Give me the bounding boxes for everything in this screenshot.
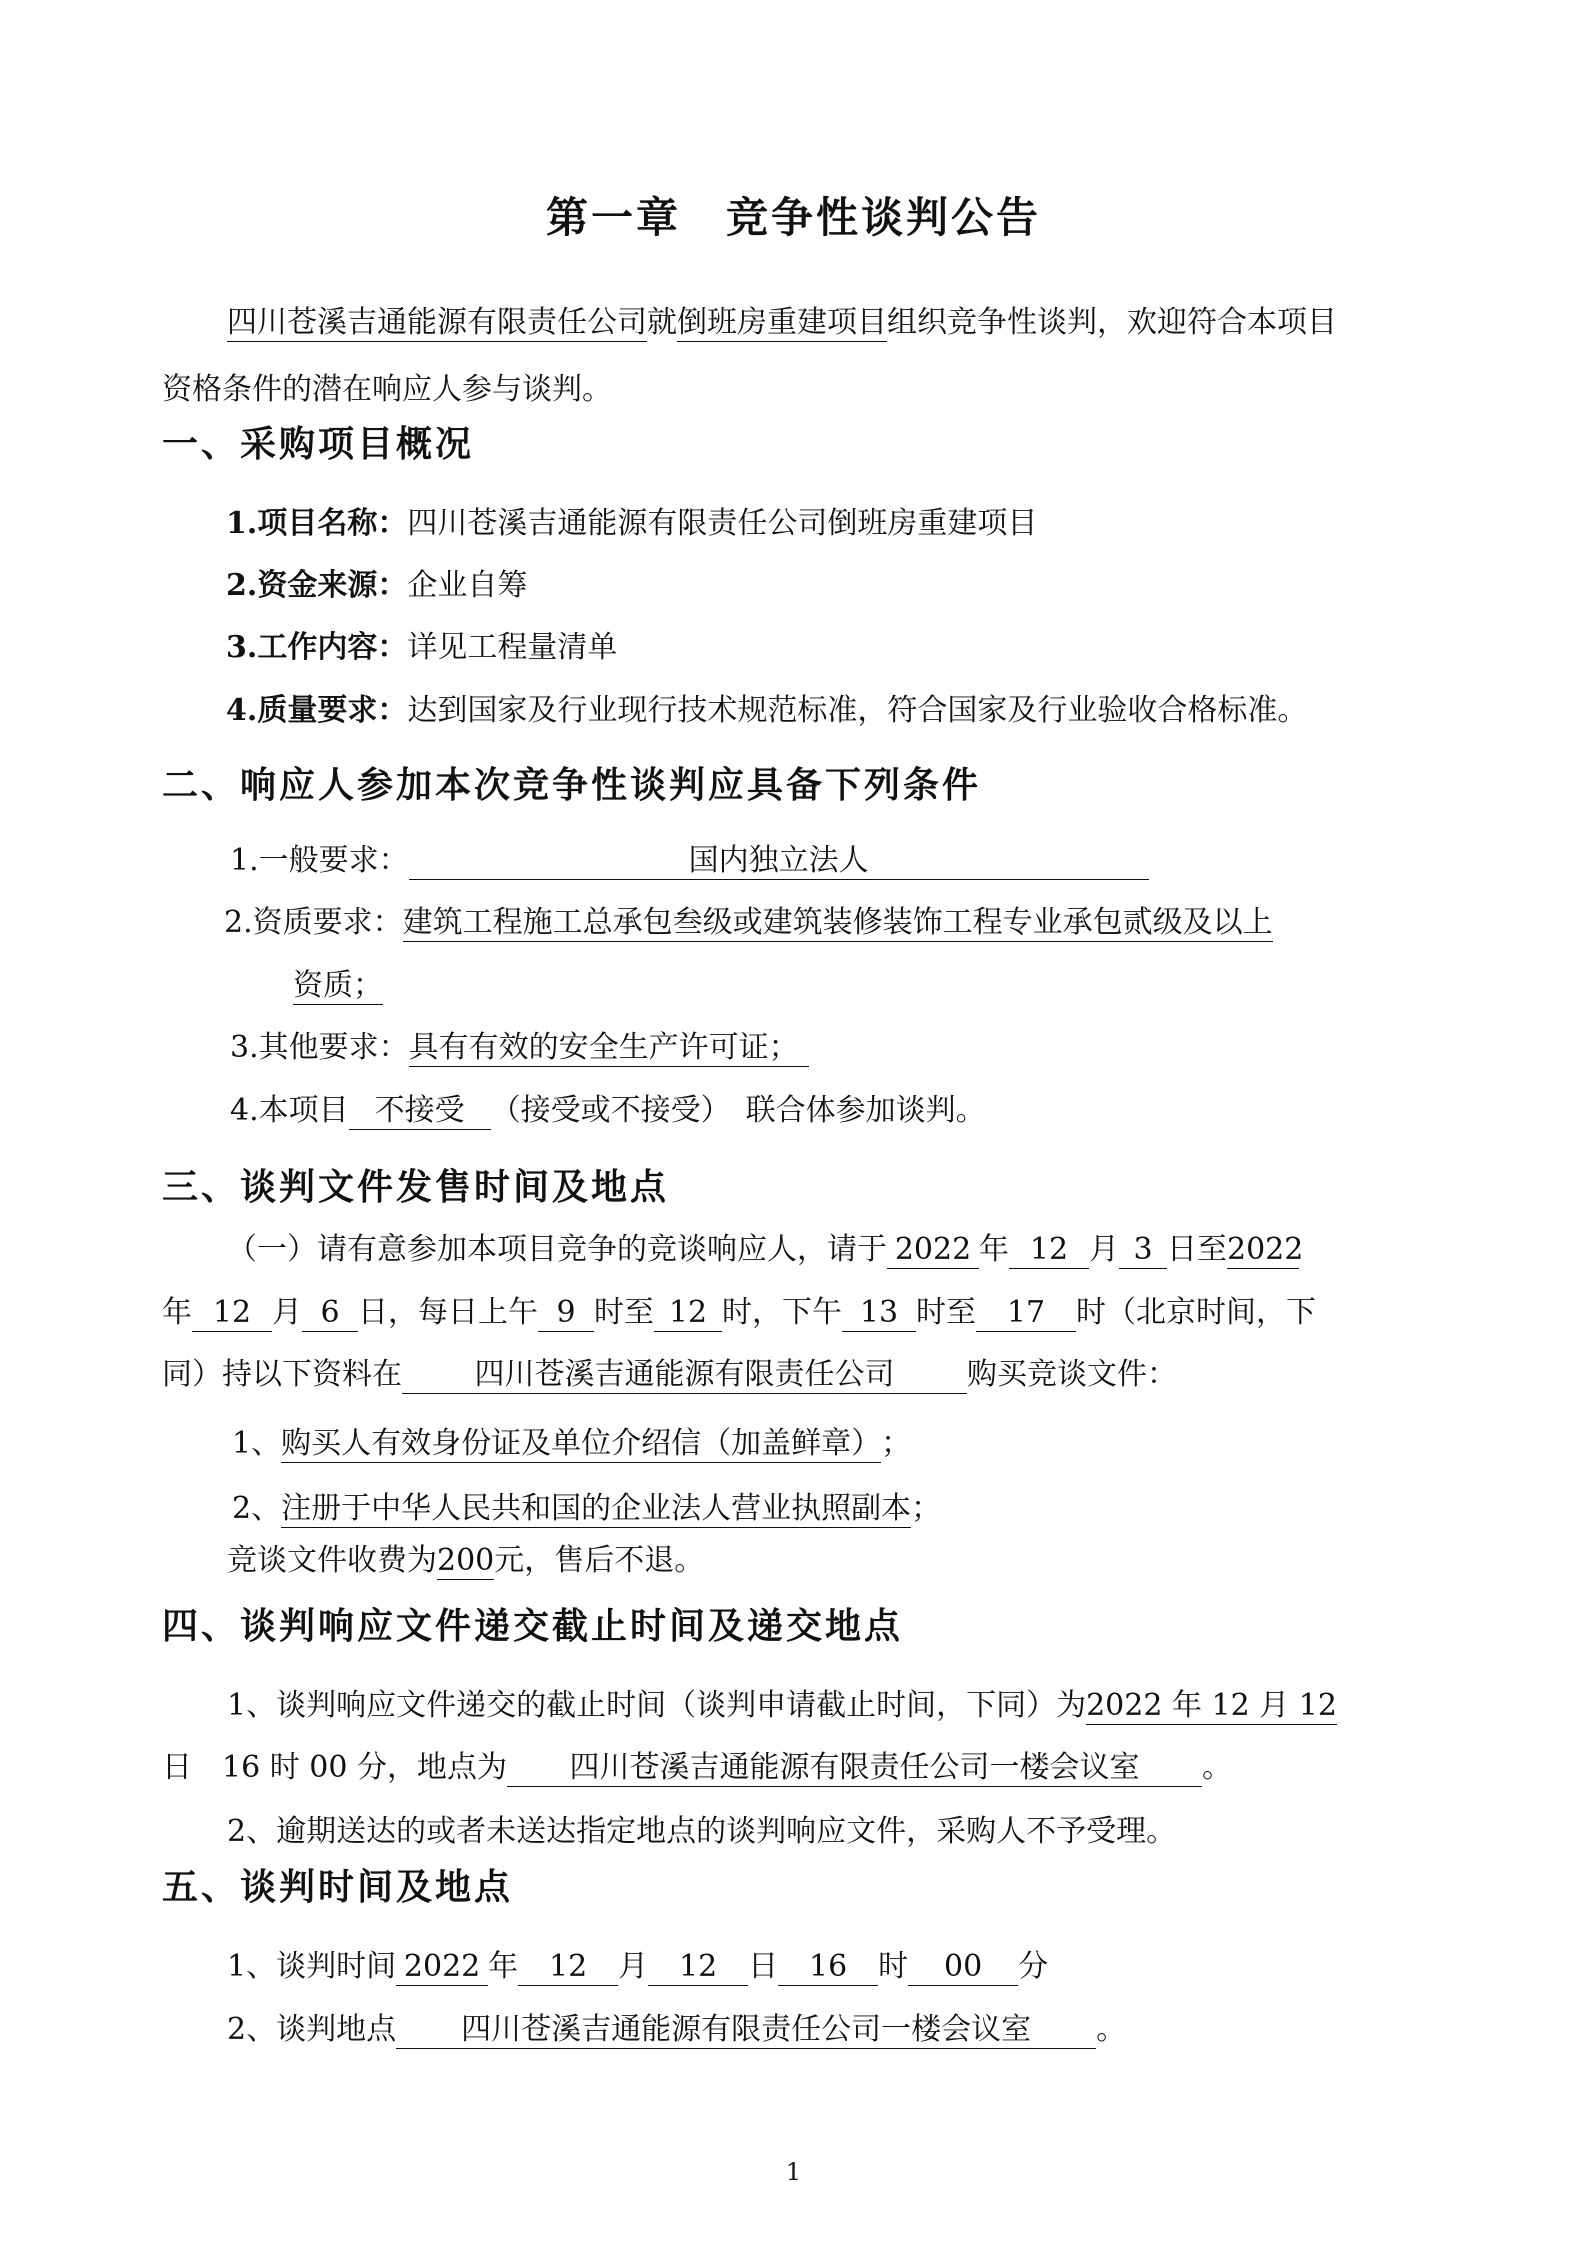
s4-para-line2: 日 16 时 00 分，地点为 四川苍溪吉通能源有限责任公司一楼会议室 。	[162, 1750, 1232, 1785]
s2-req-general: 1.一般要求： 国内独立法人	[0, 841, 1587, 881]
s3-para-line3: 同）持以下资料在 四川苍溪吉通能源有限责任公司 购买竞谈文件：	[162, 1357, 1177, 1392]
section-1-heading: 一、采购项目概况	[162, 423, 475, 465]
s4-para-line3: 2、逾期送达的或者未送达指定地点的谈判响应文件，采购人不予受理。	[227, 1814, 1177, 1849]
s2-consortium-value: 不接受	[349, 1093, 491, 1130]
s3-para-line2: 年 12 月 6 日，每日上午 9 时至 12 时，下午 13 时至 17 时（北京时间，下	[162, 1295, 1316, 1330]
s5-place: 2、谈判地点 四川苍溪吉通能源有限责任公司一楼会议室 。	[227, 2012, 1127, 2047]
intro-paragraph-line2: 资格条件的潜在响应人参与谈判。	[162, 372, 612, 407]
s2-req-general-value: 国内独立法人	[409, 843, 1149, 880]
s3-place: 四川苍溪吉通能源有限责任公司	[402, 1357, 967, 1394]
section-3-heading: 三、谈判文件发售时间及地点	[162, 1166, 670, 1208]
s4-para-line1: 1、谈判响应文件递交的截止时间（谈判申请截止时间，下同）为2022 年 12 月 12	[227, 1688, 1337, 1723]
intro-project: 倒班房重建项目	[677, 305, 887, 340]
s3-list-item-2: 2、注册于中华人民共和国的企业法人营业执照副本；	[232, 1491, 942, 1526]
intro-company: 四川苍溪吉通能源有限责任公司	[227, 305, 647, 340]
s3-list-item-1: 1、购买人有效身份证及单位介绍信（加盖鲜章）；	[232, 1426, 912, 1461]
s2-req-qualification-cont: 资质；	[293, 968, 383, 1003]
page-number: 1	[785, 2158, 802, 2186]
section-2-heading: 二、响应人参加本次竞争性谈判应具备下列条件	[162, 764, 982, 806]
s2-req-qualification: 2.资质要求：建筑工程施工总承包叁级或建筑装修装饰工程专业承包贰级及以上	[224, 905, 1273, 940]
s5-place-value: 四川苍溪吉通能源有限责任公司一楼会议室	[396, 2012, 1096, 2049]
s4-place: 四川苍溪吉通能源有限责任公司一楼会议室	[507, 1750, 1202, 1787]
s2-req-consortium: 4.本项目 不接受 （接受或不接受） 联合体参加谈判。	[230, 1093, 986, 1128]
s1-item-quality: 4.质量要求：达到国家及行业现行技术规范标准，符合国家及行业验收合格标准。	[226, 693, 1308, 728]
s3-fee: 竞谈文件收费为200元，售后不退。	[227, 1543, 705, 1578]
section-5-heading: 五、谈判时间及地点	[162, 1866, 514, 1908]
section-4-heading: 四、谈判响应文件递交截止时间及递交地点	[162, 1605, 904, 1647]
s1-item-funding: 2.资金来源：企业自筹	[226, 568, 528, 603]
s2-req-other-value: 具有有效的安全生产许可证；	[409, 1030, 809, 1067]
s2-req-other: 3.其他要求：具有有效的安全生产许可证；	[0, 1028, 1587, 1068]
s5-time: 1、谈判时间 2022 年 12 月 12 日 16 时 00 分	[227, 1949, 1049, 1984]
s1-item-scope: 3.工作内容：详见工程量清单	[226, 630, 618, 665]
s3-para-line1: （一）请有意参加本项目竞争的竞谈响应人，请于 2022 年 12 月 3 日至2022	[227, 1232, 1304, 1267]
s2-req-qualification-value: 建筑工程施工总承包叁级或建筑装修装饰工程专业承包贰级及以上	[402, 905, 1273, 940]
s1-item-name: 1.项目名称：四川苍溪吉通能源有限责任公司倒班房重建项目	[226, 506, 1038, 541]
intro-paragraph-line1: 四川苍溪吉通能源有限责任公司就倒班房重建项目组织竞争性谈判，欢迎符合本项目	[227, 305, 1337, 340]
page-title: 第一章 竞争性谈判公告	[545, 193, 1041, 242]
